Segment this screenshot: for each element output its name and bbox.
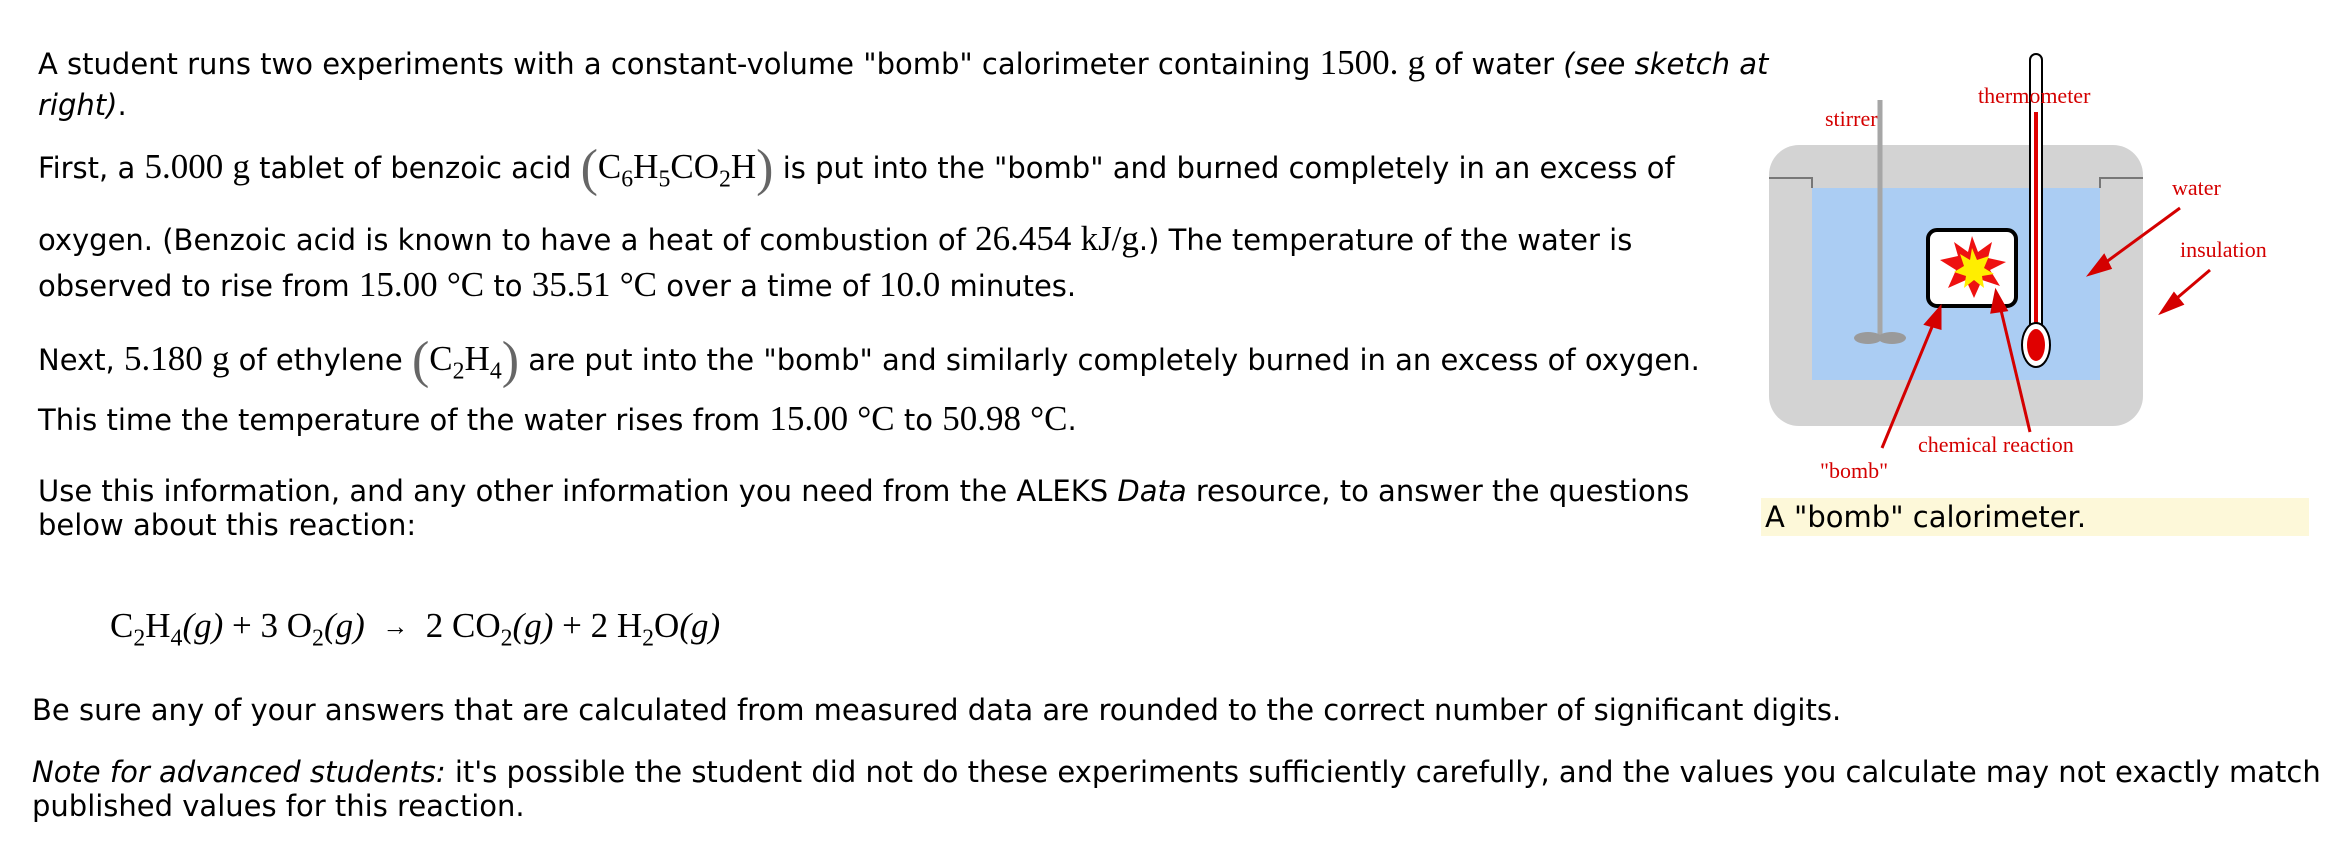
data-resource-word: Data bbox=[1117, 474, 1187, 508]
rise-text-2: This time the temperature of the water rises from bbox=[38, 403, 770, 437]
left-paren: ( bbox=[411, 332, 430, 389]
thermometer-bulb bbox=[2027, 329, 2045, 361]
benzoic-final-temp: 35.51 bbox=[531, 265, 611, 304]
ethylene-text-2: are put into the "bomb" and similarly completely burned in an excess of oxygen. bbox=[519, 343, 1700, 377]
bomb-label: "bomb" bbox=[1820, 458, 1889, 483]
heat-unit: kJ/g bbox=[1080, 219, 1139, 258]
rise-text: observed to rise from bbox=[38, 269, 359, 303]
next-text: Next, bbox=[38, 343, 124, 377]
ethylene-mass-value: 5.180 bbox=[124, 339, 203, 378]
ethylene-text: of ethylene bbox=[229, 343, 412, 377]
heat-text-post: .) The temperature of the water is bbox=[1138, 223, 1633, 257]
temp-unit: °C bbox=[619, 265, 658, 304]
time-value: 10.0 bbox=[879, 265, 941, 304]
benzoic-initial-temp: 15.00 bbox=[358, 265, 438, 304]
heat-of-combustion-value: 26.454 bbox=[975, 219, 1072, 258]
use-info-line-2: below about this reaction: bbox=[38, 508, 417, 542]
over-text: over a time of bbox=[657, 269, 880, 303]
plus-sign: + bbox=[232, 606, 252, 645]
stirrer-paddle bbox=[1854, 332, 1882, 344]
use-info-post: resource, to answer the questions bbox=[1186, 474, 1690, 508]
benzoic-line-3 bbox=[38, 265, 1077, 304]
to-text: to bbox=[894, 403, 943, 437]
period: . bbox=[1067, 403, 1077, 437]
ethylene-line-1 bbox=[38, 332, 1700, 389]
benzoic-mass-unit: g bbox=[232, 147, 250, 186]
reaction-equation: $C_2H_4(g) + 3$ $O_2(g) \to 2$ $CO_2(g) + 2$ $H_2O(g)$ bbox=[110, 606, 721, 652]
minutes-text: minutes. bbox=[940, 269, 1077, 303]
advanced-note-line-2: published values for this reaction. bbox=[32, 789, 525, 823]
intro-line-1 bbox=[38, 43, 1769, 82]
water-label: water bbox=[2172, 175, 2221, 200]
use-info-text: Use this information, and any other information you need from the ALEKS bbox=[38, 474, 1118, 508]
advanced-note-text: it's possible the student did not do these experiments sufficiently carefully, and the values you calculate may not exactly match bbox=[445, 755, 2321, 789]
state-gas: (g) bbox=[182, 606, 224, 645]
chemical-reaction-label: chemical reaction bbox=[1918, 432, 2074, 457]
benzoic-line-1 bbox=[38, 140, 1675, 197]
intro-period: . bbox=[117, 88, 127, 122]
state-gas: (g) bbox=[323, 606, 365, 645]
stirrer-paddle bbox=[1878, 332, 1906, 344]
temp-unit: °C bbox=[446, 265, 485, 304]
benzoic-text-2: is put into the "bomb" and burned completely in an excess of bbox=[773, 151, 1675, 185]
intro-text: A student runs two experiments with a constant-volume "bomb" calorimeter containing bbox=[38, 47, 1320, 81]
ethylene-line-2 bbox=[38, 399, 1077, 438]
plus-sign: + bbox=[562, 606, 582, 645]
water-mass-unit: g bbox=[1407, 43, 1426, 82]
state-gas: (g) bbox=[679, 606, 721, 645]
sketch-note: (see sketch at bbox=[1563, 47, 1769, 81]
left-paren: ( bbox=[580, 140, 598, 197]
bomb-calorimeter-diagram bbox=[1760, 40, 2320, 500]
thermometer-label: thermometer bbox=[1978, 83, 2091, 108]
intro-text-mid: of water bbox=[1425, 47, 1564, 81]
sketch-note-end: right) bbox=[38, 88, 118, 122]
use-info-line-1 bbox=[38, 474, 1689, 508]
intro-line-2 bbox=[38, 88, 127, 122]
water-mass-value: 1500. bbox=[1319, 43, 1399, 82]
diagram-caption: A "bomb" calorimeter. bbox=[1761, 498, 2309, 536]
first-text: First, a bbox=[38, 151, 145, 185]
advanced-note-line-1 bbox=[32, 755, 2321, 789]
advanced-note-label: Note for advanced students: bbox=[32, 755, 446, 789]
stirrer-label: stirrer bbox=[1825, 106, 1878, 131]
temp-unit: °C bbox=[857, 399, 895, 438]
state-gas: (g) bbox=[512, 606, 554, 645]
ethylene-initial-temp: 15.00 bbox=[769, 399, 849, 438]
ethylene-formula: $C_2H_4$ bbox=[429, 339, 502, 385]
benzoic-formula: $C_6H_5CO_2H$ bbox=[597, 147, 757, 193]
benzoic-mass-value: 5.000 bbox=[144, 147, 224, 186]
right-paren: ) bbox=[756, 140, 774, 197]
reaction-arrow: → bbox=[382, 612, 409, 641]
sig-figs-note: Be sure any of your answers that are calculated from measured data are rounded to the correct number of significant digits. bbox=[32, 693, 1842, 727]
ethylene-final-temp: 50.98 bbox=[942, 399, 1021, 438]
benzoic-line-2 bbox=[38, 219, 1633, 258]
benzoic-text: tablet of benzoic acid bbox=[249, 151, 581, 185]
heat-text: oxygen. (Benzoic acid is known to have a heat of combustion of bbox=[38, 223, 976, 257]
ethylene-mass-unit: g bbox=[211, 339, 230, 378]
temp-unit: °C bbox=[1030, 399, 1068, 438]
right-paren: ) bbox=[501, 332, 520, 389]
insulation-label: insulation bbox=[2180, 237, 2267, 262]
to-text: to bbox=[484, 269, 532, 303]
